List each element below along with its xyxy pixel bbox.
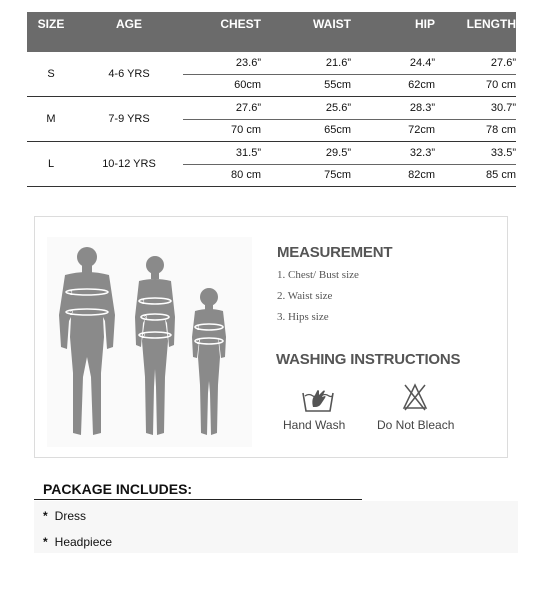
chest-cm: 80 cm [231,169,261,181]
header-waist: WAIST [313,17,351,31]
body-figures-illustration [47,237,252,447]
length-inches: 33.5” [490,147,516,159]
hand-wash-icon [301,385,335,413]
size-cell: S [47,68,55,80]
package-item-label: Dress [54,509,87,523]
waist-inches: 21.6” [325,57,351,69]
chest-cm: 70 cm [231,124,261,136]
chest-inches: 27.6” [235,102,261,114]
header-length: LENGTH [466,17,516,31]
hip-inches: 28.3” [409,102,435,114]
row-divider [183,74,516,75]
length-cm: 85 cm [486,169,516,181]
size-chart-table [27,12,516,187]
band-label: 1 [142,300,146,306]
size-chart-header [27,12,516,52]
band-label: 1 [197,326,201,332]
band-label: 2 [142,334,146,340]
hip-cm: 72cm [408,124,435,136]
washing-instructions-title: WASHING INSTRUCTIONS [276,351,461,368]
header-chest: CHEST [220,17,261,31]
length-inches: 30.7” [490,102,516,114]
waist-inches: 29.5” [325,147,351,159]
band-label: 2 [197,340,201,346]
do-not-bleach-label: Do Not Bleach [377,418,455,432]
chest-cm: 60cm [234,79,261,91]
bullet-mark: * [43,509,48,523]
row-divider [183,119,516,120]
bullet-mark: * [43,535,48,549]
length-inches: 27.6” [490,57,516,69]
size-cell: M [46,113,56,125]
chest-inches: 23.6” [235,57,261,69]
waist-cm: 55cm [324,79,351,91]
band-label: 1 [70,291,74,297]
measurement-title: MEASUREMENT [277,244,393,261]
package-item [43,509,86,523]
length-cm: 78 cm [486,124,516,136]
hip-inches: 24.4” [409,57,435,69]
hip-cm: 62cm [408,79,435,91]
package-item-label: Headpiece [54,535,113,549]
table-row [27,142,516,187]
do-not-bleach-icon [402,383,428,411]
length-cm: 70 cm [486,79,516,91]
age-cell: 4-6 YRS [108,68,150,80]
hip-cm: 82cm [408,169,435,181]
band-label: 3 [144,316,148,322]
package-item [43,535,112,549]
header-hip: HIP [414,17,435,31]
hand-wash-label: Hand Wash [283,418,346,432]
package-title-underline [34,499,362,500]
measurement-item: 3. Hips size [277,311,329,323]
measurement-item: 2. Waist size [277,290,333,302]
measurement-panel [34,216,508,458]
table-row [27,97,516,142]
waist-cm: 75cm [324,169,351,181]
measurement-item: 1. Chest/ Bust size [277,269,359,281]
age-cell: 10-12 YRS [102,158,156,170]
size-cell: L [47,158,55,170]
chest-inches: 31.5” [235,147,261,159]
row-divider [183,164,516,165]
package-includes-title: PACKAGE INCLUDES: [43,481,193,497]
band-label: 2 [70,311,74,317]
hip-inches: 32.3” [409,147,435,159]
header-size: SIZE [37,17,65,31]
waist-cm: 65cm [324,124,351,136]
age-cell: 7-9 YRS [108,113,150,125]
waist-inches: 25.6” [325,102,351,114]
header-age: AGE [115,17,142,31]
table-row [27,52,516,97]
